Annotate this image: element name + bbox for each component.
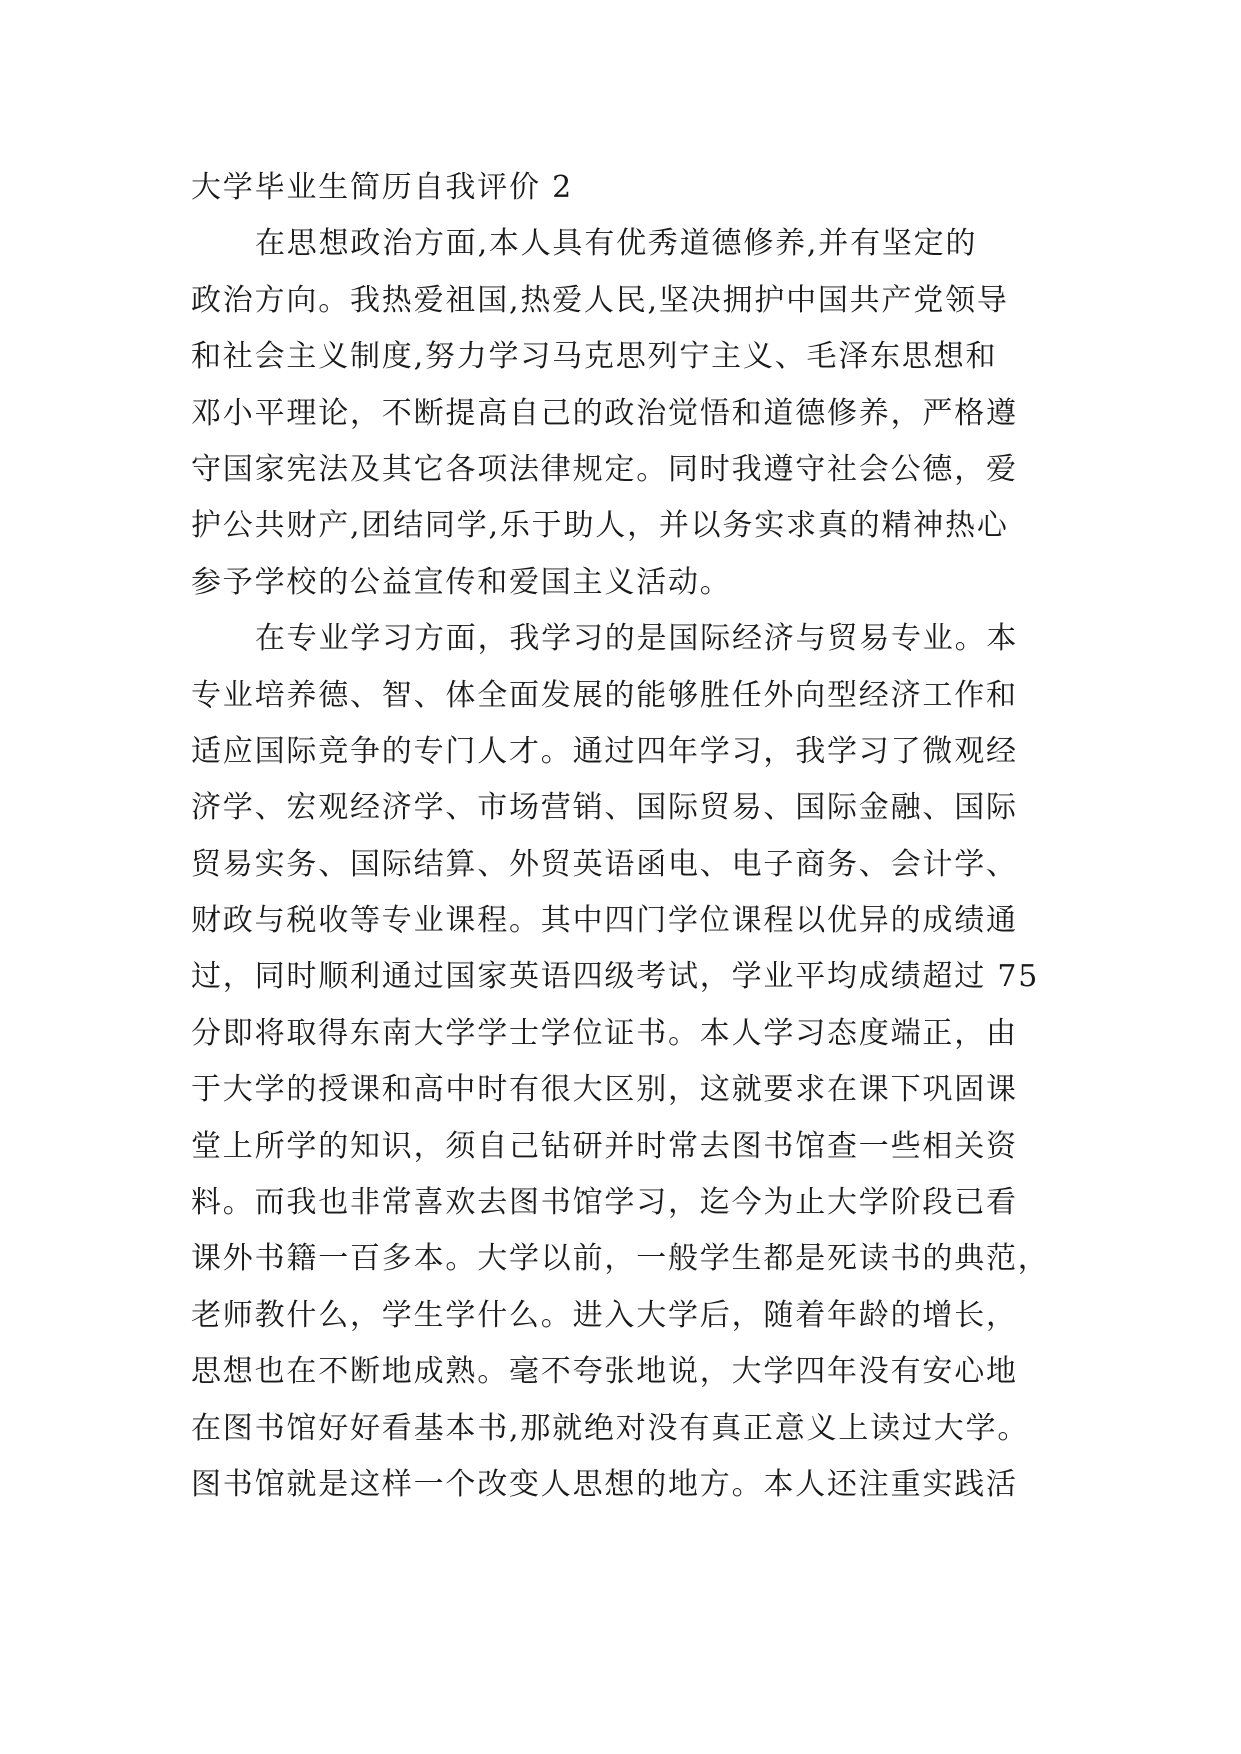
text-line: 邓小平理论，不断提高自己的政治觉悟和道德修养，严格遵 (191, 395, 1018, 431)
text-line: 堂上所学的知识，须自己钻研并时常去图书馆查一些相关资 (191, 1128, 1018, 1164)
text-line: 图书馆就是这样一个改变人思想的地方。本人还注重实践活 (191, 1466, 1018, 1502)
text-line: 在图书馆好好看基本书,那就绝对没有真正意义上读过大学。 (191, 1410, 1030, 1446)
text-line: 过，同时顺利通过国家英语四级考试，学业平均成绩超过 75 (191, 959, 1040, 995)
document-body (191, 160, 1071, 1570)
document-title: 大学毕业生简历自我评价 2 (191, 170, 574, 205)
text-line (191, 1513, 1071, 1569)
text-line: 思想也在不断地成熟。毫不夸张地说，大学四年没有安心地 (191, 1354, 1018, 1390)
text-line: 和社会主义制度,努力学习马克思列宁主义、毛泽东思想和 (191, 339, 998, 375)
text-line: 料。而我也非常喜欢去图书馆学习，迄今为止大学阶段已看 (191, 1185, 1018, 1221)
text-line: 在思想政治方面,本人具有优秀道德修养,并有坚定的 (255, 226, 978, 262)
text-line: 老师教什么，学生学什么。进入大学后，随着年龄的增长， (191, 1297, 1018, 1333)
text-line: 财政与税收等专业课程。其中四门学位课程以优异的成绩通 (191, 903, 1018, 939)
text-line: 贸易实务、国际结算、外贸英语函电、电子商务、会计学、 (191, 846, 1018, 882)
text-line: 分即将取得东南大学学士学位证书。本人学习态度端正，由 (191, 1015, 1018, 1051)
paragraph-political (191, 216, 1071, 611)
paragraph-academic (191, 611, 1071, 1570)
text-line: 政治方向。我热爱祖国,热爱人民,坚决拥护中国共产党领导 (191, 282, 1009, 318)
text-line: 护公共财产,团结同学,乐于助人，并以务实求真的精神热心 (191, 508, 1009, 544)
text-line: 济学、宏观经济学、市场营销、国际贸易、国际金融、国际 (191, 790, 1018, 826)
text-line: 课外书籍一百多本。大学以前，一般学生都是死读书的典范， (191, 1241, 1050, 1277)
text-line: 专业培养德、智、体全面发展的能够胜任外向型经济工作和 (191, 677, 1018, 713)
text-line: 于大学的授课和高中时有很大区别，这就要求在课下巩固课 (191, 1072, 1018, 1108)
text-line: 在专业学习方面，我学习的是国际经济与贸易专业。本 (255, 621, 1019, 657)
text-line: 适应国际竞争的专门人才。通过四年学习，我学习了微观经 (191, 733, 1018, 769)
text-line: 参予学校的公益宣传和爱国主义活动。 (191, 564, 732, 600)
text-line: 守国家宪法及其它各项法律规定。同时我遵守社会公德，爱 (191, 451, 1018, 487)
